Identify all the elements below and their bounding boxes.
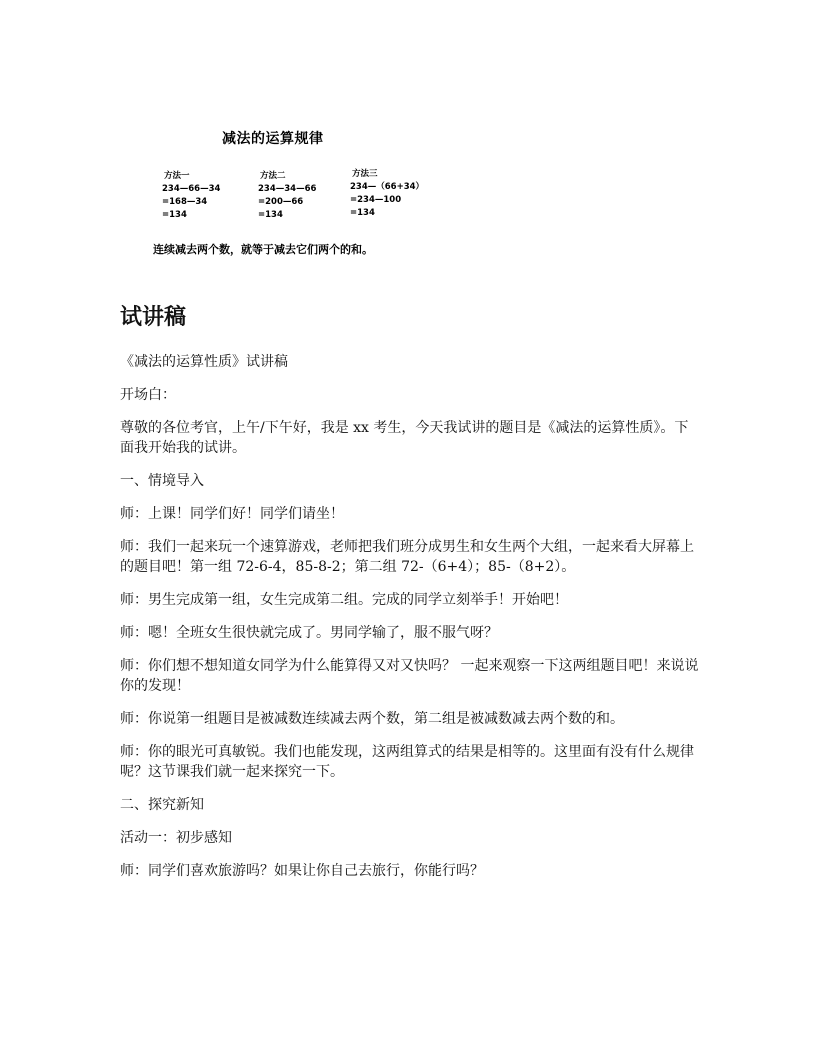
section-label: 开场白：: [120, 387, 176, 403]
method-line: 234—（66+34）: [350, 182, 425, 192]
method-line: =168—34: [162, 197, 208, 207]
section-label: 活动一：初步感知: [120, 830, 232, 846]
method-line: =200—66: [258, 197, 304, 207]
method-line: 234—34—66: [258, 184, 317, 194]
method-name: 方法一: [164, 171, 190, 181]
method-line: 234—66—34: [162, 184, 221, 194]
paragraph: 尊敬的各位考官，上午/下午好，我是 xx 考生，今天我试讲的题目是《减法的运算性质》。下面我开始我的试讲。: [120, 420, 689, 456]
method-one: [162, 170, 220, 222]
method-three: [350, 168, 424, 220]
paragraph: 师：你说第一组题目是被减数连续减去两个数，第二组是被减数减去两个数的和。: [120, 711, 624, 727]
document-heading: 试讲稿: [120, 305, 187, 330]
math-figure: [140, 118, 440, 263]
section-label: 一、情境导入: [120, 473, 204, 489]
method-line: =234—100: [350, 195, 402, 205]
figure-conclusion: 连续减去两个数，就等于减去它们两个的和。: [153, 243, 373, 256]
method-line: =134: [258, 210, 283, 220]
paragraph: 师：嗯！全班女生很快就完成了。男同学输了，服不服气呀？: [120, 625, 498, 641]
method-two: [258, 170, 316, 222]
method-line: =134: [350, 208, 375, 218]
paragraph: 师：你们想不想知道女同学为什么能算得又对又快吗？ 一起来观察一下这两组题目吧！来说说你的发现！: [120, 658, 699, 694]
paragraph: 师：同学们喜欢旅游吗？如果让你自己去旅行，你能行吗？: [120, 863, 484, 879]
method-name: 方法二: [260, 171, 286, 181]
paragraph: 师：我们一起来玩一个速算游戏，老师把我们班分成男生和女生两个大组，一起来看大屏幕上的题目吧！第一组 72-6-4，85-8-2；第二组 72-（6+4）；85-（8+2）。: [120, 539, 694, 575]
figure-title: 减法的运算规律: [222, 131, 324, 147]
document-body: [120, 352, 700, 894]
paragraph: 师：男生完成第一组，女生完成第二组。完成的同学立刻举手！开始吧！: [120, 592, 568, 608]
paragraph: 师：你的眼光可真敏锐。我们也能发现，这两组算式的结果是相等的。这里面有没有什么规律呢？这节课我们就一起来探究一下。: [120, 744, 694, 780]
paragraph: 师：上课！同学们好！同学们请坐！: [120, 506, 344, 522]
method-line: =134: [162, 210, 187, 220]
lecture-title: 《减法的运算性质》试讲稿: [120, 354, 288, 370]
section-label: 二、探究新知: [120, 797, 204, 813]
method-name: 方法三: [352, 169, 378, 179]
